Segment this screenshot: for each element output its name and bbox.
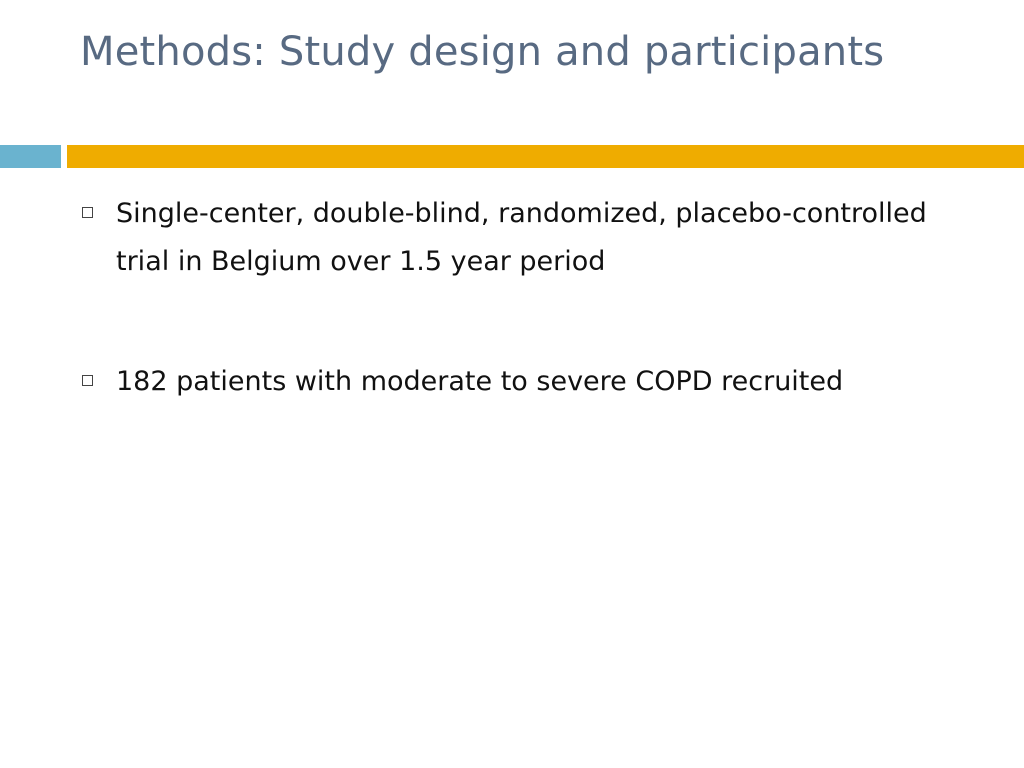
accent-bar-right: [67, 145, 1024, 168]
bullet-text: Single-center, double-blind, randomized, placebo-controlled trial in Belgium over 1.5 year period: [116, 198, 927, 277]
bullet-text: 182 patients with moderate to severe COPD recruited: [116, 366, 844, 397]
accent-bar-left: [0, 145, 61, 168]
bullet-list: [82, 190, 982, 478]
slide-title: Methods: Study design and participants: [80, 29, 885, 75]
bullet-item: [82, 190, 982, 286]
hollow-square-bullet-icon: [82, 375, 93, 386]
hollow-square-bullet-icon: [82, 207, 93, 218]
bullet-item: [82, 358, 982, 406]
